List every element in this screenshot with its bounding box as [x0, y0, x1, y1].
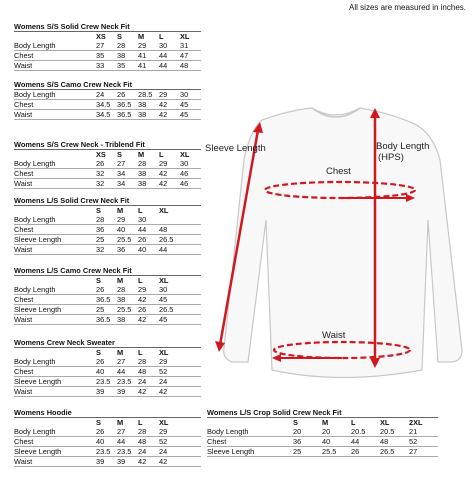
- size-value: 26: [117, 90, 138, 100]
- size-value: [180, 215, 201, 225]
- hps-label: (HPS): [378, 152, 404, 163]
- table-row: [207, 437, 438, 447]
- size-header: S: [96, 206, 101, 215]
- size-value: [180, 285, 201, 295]
- size-table: [14, 80, 201, 120]
- size-value: 26: [96, 285, 117, 295]
- size-header: L: [351, 418, 356, 427]
- size-value: 40: [117, 225, 138, 235]
- size-table: [207, 408, 438, 457]
- size-value: 38: [138, 169, 159, 179]
- size-value: 23.5: [96, 447, 117, 457]
- size-value: 29: [138, 285, 159, 295]
- size-value: 52: [409, 437, 438, 447]
- size-value: 32: [96, 179, 117, 189]
- size-table: [14, 338, 201, 397]
- size-value: 46: [180, 169, 201, 179]
- size-header: XL: [159, 206, 169, 215]
- size-value: 34.5: [96, 110, 117, 120]
- header-spacer: [14, 348, 96, 358]
- size-value: 52: [159, 437, 180, 447]
- size-value: 38: [117, 315, 138, 325]
- size-header: M: [117, 276, 124, 285]
- size-value: 48: [138, 367, 159, 377]
- size-header: L: [159, 32, 164, 41]
- size-value: 30: [138, 215, 159, 225]
- size-value: 28: [138, 357, 159, 367]
- size-value: 36: [96, 225, 117, 235]
- row-label: Body Length: [207, 427, 293, 437]
- table-row: [207, 427, 438, 437]
- size-value: 20: [322, 427, 351, 437]
- size-value: [180, 235, 201, 245]
- size-value: [180, 447, 201, 457]
- row-label: Body Length: [14, 159, 96, 169]
- size-value: 30: [159, 41, 180, 51]
- size-value: 29: [159, 90, 180, 100]
- row-label: Body Length: [14, 427, 96, 437]
- table-row: [14, 387, 201, 397]
- size-value: 42: [159, 179, 180, 189]
- size-header: S: [293, 418, 298, 427]
- size-value: 36.5: [117, 100, 138, 110]
- size-header: XL: [380, 418, 390, 427]
- size-value: 20.5: [351, 427, 380, 437]
- size-value: 31: [180, 41, 201, 51]
- size-value: [180, 225, 201, 235]
- table-row: [14, 159, 201, 169]
- size-value: 36.5: [96, 295, 117, 305]
- row-label: Waist: [14, 61, 96, 71]
- size-value: [180, 377, 201, 387]
- row-label: Body Length: [14, 357, 96, 367]
- size-value: 44: [117, 367, 138, 377]
- size-value: 52: [159, 367, 180, 377]
- size-header: M: [117, 348, 124, 357]
- size-value: 28: [138, 427, 159, 437]
- size-value: [180, 295, 201, 305]
- size-value: 39: [117, 387, 138, 397]
- table-row: [14, 215, 201, 225]
- size-header: [180, 276, 201, 286]
- size-value: 30: [180, 90, 201, 100]
- table-row: [14, 427, 201, 437]
- size-value: 23.5: [117, 447, 138, 457]
- row-label: Waist: [14, 457, 96, 467]
- size-value: 36.5: [117, 110, 138, 120]
- size-value: 26.5: [159, 305, 180, 315]
- size-value: 27: [117, 357, 138, 367]
- size-table: [14, 140, 201, 189]
- size-value: 24: [159, 377, 180, 387]
- row-label: Sleeve Length: [14, 377, 96, 387]
- size-value: 27: [117, 159, 138, 169]
- size-value: 44: [159, 61, 180, 71]
- size-value: 25: [96, 305, 117, 315]
- size-value: [180, 315, 201, 325]
- size-value: 28: [117, 41, 138, 51]
- size-value: 28: [138, 159, 159, 169]
- row-label: Sleeve Length: [14, 235, 96, 245]
- table-title: Womens S/S Camo Crew Neck Fit: [14, 80, 201, 90]
- size-value: 21: [409, 427, 438, 437]
- size-value: 28: [96, 215, 117, 225]
- size-value: 47: [180, 51, 201, 61]
- size-table: [14, 266, 201, 325]
- header-spacer: [14, 206, 96, 216]
- size-header: M: [117, 206, 124, 215]
- size-value: 23.5: [96, 377, 117, 387]
- size-value: 26: [138, 235, 159, 245]
- row-label: Chest: [14, 367, 96, 377]
- row-label: Chest: [14, 100, 96, 110]
- size-value: 42: [138, 387, 159, 397]
- size-value: 38: [138, 179, 159, 189]
- size-value: [180, 437, 201, 447]
- size-value: 42: [138, 457, 159, 467]
- size-table: [14, 408, 201, 467]
- size-value: 48: [159, 225, 180, 235]
- size-value: 40: [322, 437, 351, 447]
- size-value: 40: [96, 437, 117, 447]
- row-label: Chest: [14, 169, 96, 179]
- size-value: 26: [96, 427, 117, 437]
- size-value: 26: [96, 357, 117, 367]
- size-header: XS: [96, 150, 106, 159]
- size-table: [14, 196, 201, 255]
- size-value: 48: [138, 437, 159, 447]
- size-value: 44: [117, 437, 138, 447]
- size-header: S: [117, 32, 122, 41]
- size-value: 42: [138, 295, 159, 305]
- size-value: 38: [138, 110, 159, 120]
- size-value: 20: [293, 427, 322, 437]
- size-value: 40: [138, 245, 159, 255]
- row-label: Body Length: [14, 285, 96, 295]
- size-header: L: [159, 150, 164, 159]
- table-row: [14, 457, 201, 467]
- table-title: Womens S/S Solid Crew Neck Fit: [14, 22, 201, 32]
- size-value: 39: [96, 387, 117, 397]
- row-label: Chest: [207, 437, 293, 447]
- table-row: [14, 285, 201, 295]
- size-header: M: [322, 418, 329, 427]
- size-value: 33: [96, 61, 117, 71]
- size-value: 32: [96, 169, 117, 179]
- size-value: 32: [96, 245, 117, 255]
- size-value: 28: [117, 285, 138, 295]
- size-header: XL: [180, 32, 190, 41]
- table-row: [14, 305, 201, 315]
- row-label: Chest: [14, 225, 96, 235]
- row-label: Waist: [14, 315, 96, 325]
- size-value: 35: [117, 61, 138, 71]
- size-value: [180, 457, 201, 467]
- chest-label: Chest: [326, 166, 351, 177]
- size-value: 42: [159, 110, 180, 120]
- size-value: 42: [159, 100, 180, 110]
- size-value: 38: [117, 51, 138, 61]
- table-row: [14, 225, 201, 235]
- table-row: [14, 90, 201, 100]
- size-value: 20.5: [380, 427, 409, 437]
- size-value: 42: [159, 169, 180, 179]
- size-header: XL: [159, 418, 169, 427]
- size-header: [180, 418, 201, 428]
- size-value: 44: [351, 437, 380, 447]
- table-row: [14, 41, 201, 51]
- size-header: M: [138, 32, 145, 41]
- size-header: 2XL: [409, 418, 423, 427]
- table-row: [14, 437, 201, 447]
- size-value: 27: [117, 427, 138, 437]
- size-value: 25.5: [117, 305, 138, 315]
- size-value: 42: [159, 457, 180, 467]
- table-row: [14, 51, 201, 61]
- size-value: 42: [159, 387, 180, 397]
- row-label: Waist: [14, 179, 96, 189]
- row-label: Sleeve Length: [207, 447, 293, 457]
- size-header: L: [138, 418, 143, 427]
- size-value: 24: [96, 90, 117, 100]
- size-value: 48: [380, 437, 409, 447]
- size-value: [180, 387, 201, 397]
- table-row: [14, 61, 201, 71]
- row-label: Body Length: [14, 90, 96, 100]
- size-value: 29: [159, 159, 180, 169]
- size-value: 26: [351, 447, 380, 457]
- size-value: 39: [117, 457, 138, 467]
- size-value: 39: [96, 457, 117, 467]
- size-value: 44: [159, 51, 180, 61]
- size-value: 46: [180, 179, 201, 189]
- size-value: 28.5: [138, 90, 159, 100]
- size-value: 44: [159, 245, 180, 255]
- shirt-diagram: [200, 100, 474, 390]
- size-value: 29: [117, 215, 138, 225]
- header-spacer: [14, 150, 96, 160]
- size-header: [180, 348, 201, 358]
- size-value: 34: [117, 169, 138, 179]
- size-header: M: [138, 150, 145, 159]
- size-value: 29: [159, 357, 180, 367]
- size-value: 26.5: [159, 235, 180, 245]
- size-value: 36: [117, 245, 138, 255]
- size-value: 45: [180, 110, 201, 120]
- waist-label: Waist: [322, 330, 346, 341]
- size-value: 42: [138, 315, 159, 325]
- size-value: 38: [138, 100, 159, 110]
- table-title: Womens S/S Crew Neck - Triblend Fit: [14, 140, 201, 150]
- size-value: 27: [409, 447, 438, 457]
- size-value: 36: [293, 437, 322, 447]
- size-header: M: [117, 418, 124, 427]
- size-value: 45: [159, 295, 180, 305]
- size-value: [159, 215, 180, 225]
- size-header: [180, 206, 201, 216]
- size-value: 26.5: [380, 447, 409, 457]
- row-label: Waist: [14, 245, 96, 255]
- table-row: [14, 295, 201, 305]
- size-value: 34: [117, 179, 138, 189]
- row-label: Sleeve Length: [14, 305, 96, 315]
- size-value: 29: [138, 41, 159, 51]
- table-title: Womens L/S Crop Solid Crew Neck Fit: [207, 408, 438, 418]
- size-value: [180, 427, 201, 437]
- table-row: [14, 100, 201, 110]
- size-header: L: [138, 276, 143, 285]
- header-spacer: [14, 32, 96, 42]
- table-row: [14, 447, 201, 457]
- size-value: 45: [180, 100, 201, 110]
- size-value: 30: [159, 285, 180, 295]
- body-length-label: Body Length: [376, 141, 430, 152]
- table-row: [14, 179, 201, 189]
- size-value: [180, 305, 201, 315]
- table-title: Womens L/S Camo Crew Neck Fit: [14, 266, 201, 276]
- size-value: 25.5: [322, 447, 351, 457]
- size-header: S: [96, 276, 101, 285]
- size-header: XL: [159, 276, 169, 285]
- size-value: 45: [159, 315, 180, 325]
- row-label: Waist: [14, 110, 96, 120]
- size-header: XL: [180, 150, 190, 159]
- size-value: 24: [138, 377, 159, 387]
- size-value: 26: [96, 159, 117, 169]
- table-row: [14, 315, 201, 325]
- header-spacer: [14, 276, 96, 286]
- size-value: 41: [138, 51, 159, 61]
- size-value: 44: [138, 225, 159, 235]
- sleeve-length-label: Sleeve Length: [205, 143, 266, 154]
- header-spacer: [207, 418, 293, 428]
- table-row: [207, 447, 438, 457]
- size-value: 48: [180, 61, 201, 71]
- size-value: 25: [96, 235, 117, 245]
- table-row: [14, 245, 201, 255]
- size-header: S: [96, 348, 101, 357]
- table-title: Womens Hoodie: [14, 408, 201, 418]
- table-row: [14, 367, 201, 377]
- row-label: Chest: [14, 51, 96, 61]
- size-table: [14, 22, 201, 71]
- size-value: 40: [96, 367, 117, 377]
- size-value: 24: [159, 447, 180, 457]
- table-row: [14, 169, 201, 179]
- row-label: Body Length: [14, 41, 96, 51]
- size-value: 26: [138, 305, 159, 315]
- size-value: 36.5: [96, 315, 117, 325]
- size-value: 41: [138, 61, 159, 71]
- size-value: 30: [180, 159, 201, 169]
- table-row: [14, 235, 201, 245]
- size-header: L: [138, 348, 143, 357]
- header-spacer: [14, 418, 96, 428]
- row-label: Chest: [14, 437, 96, 447]
- size-value: [180, 357, 201, 367]
- table-title: Womens Crew Neck Sweater: [14, 338, 201, 348]
- size-header: L: [138, 206, 143, 215]
- size-value: [180, 367, 201, 377]
- row-label: Chest: [14, 295, 96, 305]
- size-header: S: [96, 418, 101, 427]
- measurement-note: All sizes are measured in inches.: [349, 3, 466, 12]
- size-value: 25: [293, 447, 322, 457]
- size-header: XS: [96, 32, 106, 41]
- table-row: [14, 377, 201, 387]
- table-row: [14, 357, 201, 367]
- size-value: 23.5: [117, 377, 138, 387]
- size-header: XL: [159, 348, 169, 357]
- size-value: [180, 245, 201, 255]
- size-value: 38: [117, 295, 138, 305]
- row-label: Sleeve Length: [14, 447, 96, 457]
- size-value: 34.5: [96, 100, 117, 110]
- table-title: Womens L/S Solid Crew Neck Fit: [14, 196, 201, 206]
- size-value: 29: [159, 427, 180, 437]
- size-header: S: [117, 150, 122, 159]
- size-value: 24: [138, 447, 159, 457]
- row-label: Body Length: [14, 215, 96, 225]
- table-row: [14, 110, 201, 120]
- row-label: Waist: [14, 387, 96, 397]
- size-value: 25.5: [117, 235, 138, 245]
- size-value: 35: [96, 51, 117, 61]
- size-value: 27: [96, 41, 117, 51]
